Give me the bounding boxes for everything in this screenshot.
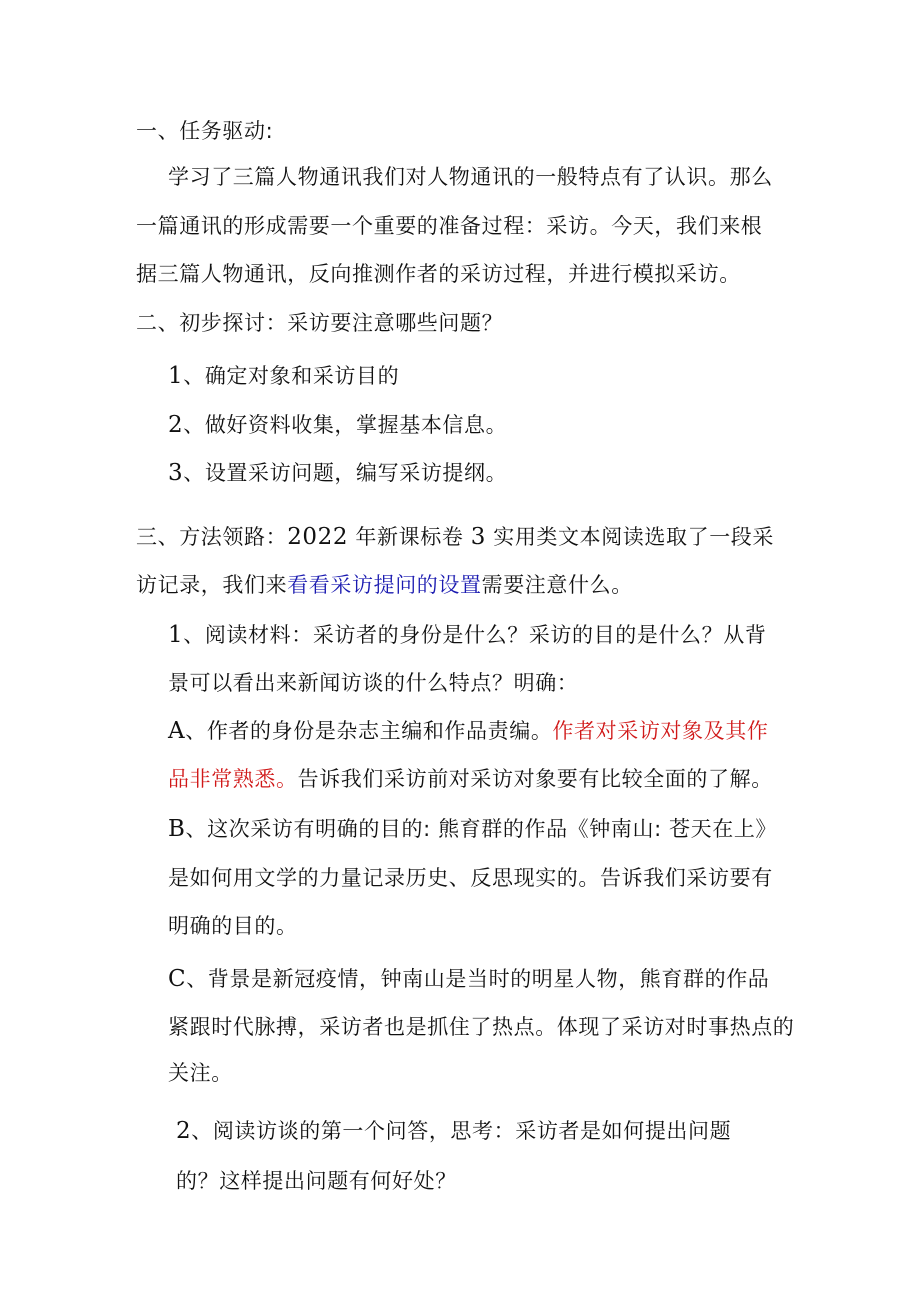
section3-line2-highlight: 看看采访提问的设置 (287, 573, 482, 597)
q1-text-1: 、阅读材料：采访者的身份是什么？采访的目的是什么？从背 (183, 623, 767, 647)
pointB-letter: B (168, 816, 186, 842)
section2-item-3 (168, 458, 507, 488)
section3-year: 2022 (287, 524, 349, 550)
section3-line2-prefix: 访记录，我们来 (136, 573, 288, 597)
pointA-plain-1: 、作者的身份是杂志主编和作品责编。 (185, 719, 553, 743)
pointC-line-2: 紧跟时代脉搏，采访者也是抓住了热点。体现了采访对时事热点的 (168, 1015, 795, 1039)
pointC-text-1: 、背景是新冠疫情，钟南山是当时的明星人物，熊育群的作品 (186, 967, 770, 991)
q1-line-2: 景可以看出来新闻访谈的什么特点？明确： (168, 671, 579, 695)
pointB-text-1: 、这次采访有明确的目的: 熊育群的作品《钟南山: 苍天在上》 (185, 817, 778, 841)
pointA-plain-2: 告诉我们采访前对采访对象要有比较全面的了解。 (297, 767, 773, 791)
q2-text-1: 、阅读访谈的第一个问答，思考：采访者是如何提出问题 (191, 1119, 732, 1143)
item-text: 、设置采访问题，编写采访提纲。 (183, 461, 508, 485)
pointB-line-2: 是如何用文学的力量记录历史、反思现实的。告诉我们采访要有 (168, 866, 773, 890)
pointA-red-1: 作者对采访对象及其作 (552, 719, 769, 743)
q2-number: 2 (176, 1118, 192, 1144)
section1-para-line-1: 学习了三篇人物通讯我们对人物通讯的一般特点有了认识。那么 (168, 165, 773, 189)
item-text: 、做好资料收集，掌握基本信息。 (183, 413, 508, 437)
pointA-line-2 (168, 764, 773, 794)
section2-item-2 (168, 410, 507, 440)
section3-heading-prefix: 三、方法领路： (136, 525, 288, 549)
section3-heading-suffix: 实用类文本阅读选取了一段采 (485, 525, 775, 549)
pointC-line-1 (168, 964, 769, 994)
pointA-letter: A (168, 718, 186, 744)
pointC-letter: C (168, 966, 187, 992)
item-number: 2 (168, 412, 184, 438)
pointB-line-1 (168, 814, 777, 844)
item-number: 3 (168, 460, 184, 486)
section3-heading (136, 522, 774, 552)
item-text: 、确定对象和采访目的 (183, 364, 400, 388)
item-number: 1 (168, 363, 184, 389)
section3-heading-mid: 年新课标卷 (348, 525, 471, 549)
pointC-line-3: 关注。 (168, 1061, 233, 1085)
section3-line2-suffix: 需要注意什么。 (481, 573, 633, 597)
q1-number: 1 (168, 622, 184, 648)
pointB-line-3: 明确的目的。 (168, 914, 298, 938)
section3-line-2 (136, 570, 633, 600)
q2-line-2: 的？这样提出问题有何好处？ (176, 1169, 457, 1193)
q1-line-1 (168, 620, 766, 650)
section1-para-line-3: 据三篇人物通讯，反向推测作者的采访过程，并进行模拟采访。 (136, 262, 741, 286)
pointA-line-1 (168, 716, 768, 746)
section3-vol: 3 (470, 524, 486, 550)
section2-heading: 二、初步探讨：采访要注意哪些问题？ (136, 311, 504, 335)
q2-line-1 (176, 1116, 731, 1146)
section2-item-1 (168, 361, 399, 391)
section1-heading: 一、任务驱动: (136, 119, 274, 143)
pointA-red-2: 品非常熟悉。 (168, 767, 298, 791)
section1-para-line-2: 一篇通讯的形成需要一个重要的准备过程：采访。今天，我们来根 (136, 214, 763, 238)
